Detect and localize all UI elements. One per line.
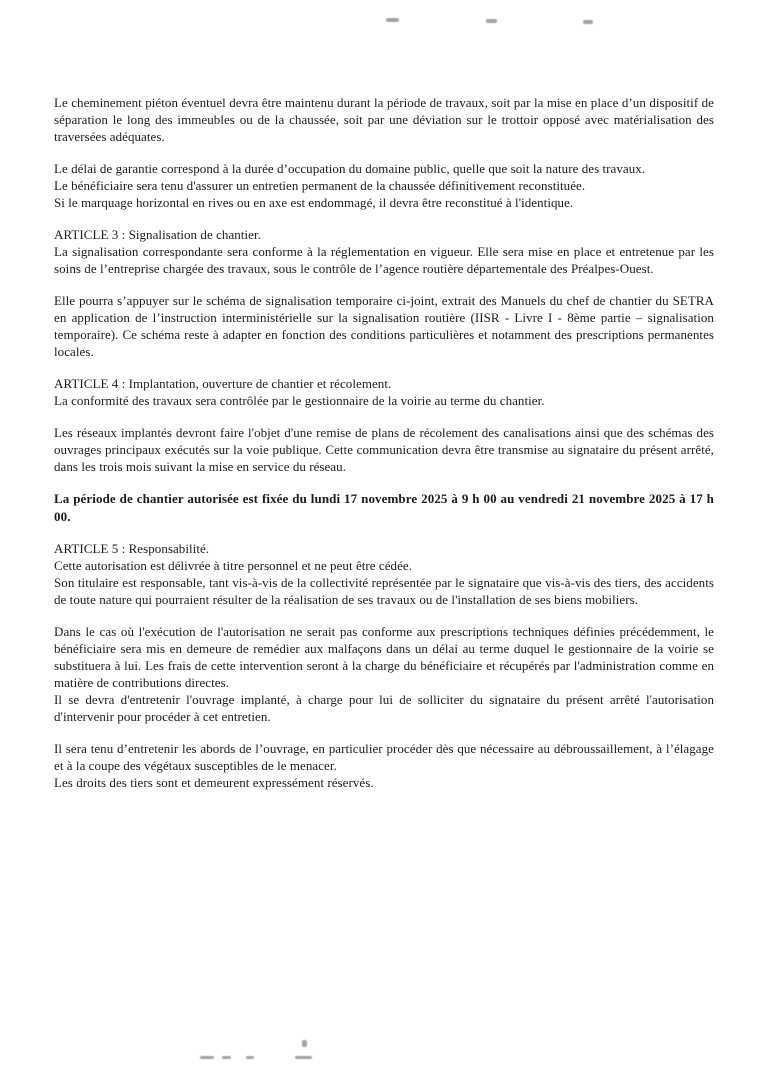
paragraph-reseaux-implantes bbox=[54, 424, 714, 475]
paragraph-text: Dans le cas où l'exécution de l'autorisation ne serait pas conforme aux prescriptions techniques définies précédemment, le bénéficiaire sera mis en demeure de remédier aux malfaçons dans un délai au terme duquel le gestionnaire de la voirie se substituera à lui. Les frais de cette intervention seront à la charge du bénéficiaire et récupérés par l'administration comme en matière de contributions directes. bbox=[54, 624, 714, 690]
paragraph-execution-autorisation bbox=[54, 623, 714, 725]
scan-artifact-bottom-2 bbox=[222, 1056, 231, 1059]
article-heading: ARTICLE 5 : Responsabilité. bbox=[54, 541, 210, 556]
scan-artifact-bottom-smudge bbox=[302, 1040, 307, 1047]
paragraph-text: Cette autorisation est délivrée à titre personnel et ne peut être cédée. bbox=[54, 558, 413, 573]
paragraph-text: Son titulaire est responsable, tant vis-à-vis de la collectivité représentée par le signataire que vis-à-vis des tiers, des accidents de toute nature qui pourraient résulter de la réalisation de ses travaux ou de l'installation de ses biens mobiliers. bbox=[54, 575, 714, 607]
article-heading: ARTICLE 4 : Implantation, ouverture de chantier et récolement. bbox=[54, 376, 392, 391]
paragraph-text: Le cheminement piéton éventuel devra être maintenu durant la période de travaux, soit par la mise en place d’un dispositif de séparation le long des immeubles ou de la chaussée, soit par une déviation sur le trottoir opposé avec matérialisation des traversées adéquates. bbox=[54, 95, 714, 144]
paragraph-text: La conformité des travaux sera contrôlée par le gestionnaire de la voirie au terme du chantier. bbox=[54, 393, 545, 408]
article-heading: ARTICLE 3 : Signalisation de chantier. bbox=[54, 227, 261, 242]
paragraph-text: Le bénéficiaire sera tenu d'assurer un entretien permanent de la chaussée définitivement reconstituée. bbox=[54, 178, 586, 193]
paragraph-text: Si le marquage horizontal en rives ou en axe est endommagé, il devra être reconstitué à l'identique. bbox=[54, 195, 574, 210]
paragraph-delai-garantie bbox=[54, 160, 714, 211]
paragraph-periode-chantier bbox=[54, 490, 714, 525]
article-3-signalisation bbox=[54, 226, 714, 277]
paragraph-schema-signalisation bbox=[54, 292, 714, 360]
document-body bbox=[54, 94, 714, 806]
scan-artifact-bottom-4 bbox=[295, 1056, 312, 1059]
article-5-responsabilite bbox=[54, 540, 714, 608]
scan-artifact-top-1 bbox=[386, 18, 399, 22]
paragraph-text: Il sera tenu d’entretenir les abords de l’ouvrage, en particulier procéder dès que nécessaire au débroussaillement, à l’élagage et à la coupe des végétaux susceptibles de le menacer. bbox=[54, 741, 714, 773]
paragraph-text: Les droits des tiers sont et demeurent expressément réservés. bbox=[54, 775, 374, 790]
scan-artifact-bottom-1 bbox=[200, 1056, 214, 1059]
paragraph-text: Le délai de garantie correspond à la durée d’occupation du domaine public, quelle que soit la nature des travaux. bbox=[54, 161, 646, 176]
scan-artifact-top-3 bbox=[583, 20, 593, 24]
paragraph-cheminement-pieton bbox=[54, 94, 714, 145]
paragraph-entretien-abords bbox=[54, 740, 714, 791]
paragraph-text: La signalisation correspondante sera conforme à la réglementation en vigueur. Elle sera mise en place et entretenue par les soins de l’entreprise chargée des travaux, sous le contrôle de l’agence routière départementale des Préalpes-Ouest. bbox=[54, 244, 714, 276]
article-4-implantation bbox=[54, 375, 714, 409]
paragraph-text: Il se devra d'entretenir l'ouvrage implanté, à charge pour lui de solliciter du signataire du présent arrêté l'autorisation d'intervenir pour procéder à cet entretien. bbox=[54, 692, 714, 724]
paragraph-text: Les réseaux implantés devront faire l'objet d'une remise de plans de récolement des canalisations ainsi que des schémas des ouvrages principaux exécutés sur la voie publique. Cette communication devra être transmise au signataire du présent arrêté, dans les trois mois suivant la mise en service du réseau. bbox=[54, 425, 714, 474]
scan-artifact-bottom-3 bbox=[246, 1056, 254, 1059]
paragraph-text: Elle pourra s’appuyer sur le schéma de signalisation temporaire ci-joint, extrait des Manuels du chef de chantier du SETRA en application de l’instruction interministérielle sur la signalisation routière (IISR - Livre I - 8ème partie – signalisation temporaire). Ce schéma reste à adapter en fonction des conditions particulières et notamment des prescriptions permanentes locales. bbox=[54, 293, 714, 359]
scan-artifact-top-2 bbox=[486, 19, 497, 23]
paragraph-text-bold: La période de chantier autorisée est fixée du lundi 17 novembre 2025 à 9 h 00 au vendredi 21 novembre 2025 à 17 h 00. bbox=[54, 491, 714, 524]
